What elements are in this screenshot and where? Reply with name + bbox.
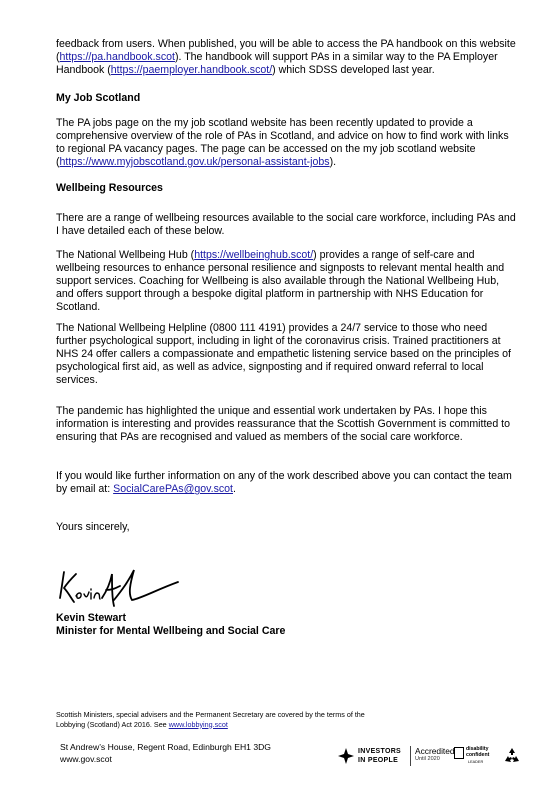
investors-in-people-logo	[336, 744, 406, 770]
helpline-paragraph	[56, 322, 518, 387]
intro-paragraph	[56, 38, 518, 77]
intro-text-3: ) which SDSS developed last year.	[272, 64, 435, 76]
address-block	[60, 742, 271, 765]
pandemic-text: The pandemic has highlighted the unique and essential work undertaken by PAs. I hope this information is interesting and provides reassurance that the Scottish Government is committed to ensuring that PAs are recognised and valued as members of the social care workforce.	[56, 405, 510, 443]
helpline-text: The National Wellbeing Helpline (0800 111 4191) provides a 24/7 service to those who need further psychological support, including in light of the coronavirus crisis. Trained practitioners at NHS 24 offer callers a compassionate and empathetic listening service based on the principles of psychological first aid, as well as advice, signposting and if required onward referral to local services.	[56, 322, 511, 386]
website-text: www.gov.scot	[60, 753, 112, 764]
lobbying-footnote	[56, 710, 376, 729]
iip-line-2: IN PEOPLE	[358, 756, 399, 764]
footnote-text: Scottish Ministers, special advisers and the Permanent Secretary are covered by the terms of the Lobbying (Scotland) Act 2016. See	[56, 710, 365, 729]
investors-in-people-icon	[336, 746, 356, 766]
disability-confident-logo	[454, 746, 496, 766]
contact-text-2: .	[233, 483, 236, 495]
dc-line-2: confident	[466, 752, 490, 759]
recycle-icon	[502, 746, 522, 766]
pa-handbook-link[interactable]: https://pa.handbook.scot	[59, 51, 175, 63]
wellbeing-hub-paragraph	[56, 249, 518, 314]
accredited-badge	[410, 746, 455, 766]
lobbying-link[interactable]: www.lobbying.scot	[168, 719, 228, 729]
myjob-heading: My Job Scotland	[56, 92, 141, 104]
signature-image	[56, 560, 186, 612]
myjobscotland-link[interactable]: https://www.myjobscotland.gov.uk/personal-assistant-jobs	[59, 156, 330, 168]
accredited-until: Until 2020	[415, 756, 440, 762]
footer-logos	[336, 744, 526, 770]
myjob-text-1: The PA jobs page on the my job scotland website has been recently updated to provide a comprehensive overview of the role of PAs in Scotland, and advice on how to find work with links to regional PA vacancy pages. The page can be accessed on the my job scotland website (	[56, 117, 509, 168]
iip-line-1: INVESTORS	[358, 748, 402, 755]
signer-name: Kevin Stewart	[56, 612, 127, 624]
address-line: St Andrew’s House, Regent Road, Edinburgh EH1 3DG	[60, 742, 271, 752]
closing-text: Yours sincerely,	[56, 521, 130, 533]
wellbeing-heading: Wellbeing Resources	[56, 182, 163, 194]
accredited-label: Accredited	[415, 746, 455, 756]
contact-text-1: If you would like further information on any of the work described above you can contact the team by email at:	[56, 470, 512, 495]
signer-block	[56, 612, 285, 638]
dc-line-1: disability	[466, 746, 489, 752]
pandemic-paragraph	[56, 405, 518, 444]
contact-paragraph	[56, 470, 518, 496]
signer-title: Minister for Mental Wellbeing and Social Care	[56, 625, 286, 637]
disability-confident-icon	[454, 747, 464, 759]
wellbeing-hub-link[interactable]: https://wellbeinghub.scot/	[194, 249, 314, 261]
closing	[56, 521, 518, 534]
intro-text-1: feedback from users. When published, you will be able to access the PA handbook on this website (	[56, 38, 516, 63]
intro-text-2: ). The handbook will support PAs in a similar way to the PA Employer Handbook (	[56, 51, 498, 76]
myjob-text-2: ).	[329, 156, 337, 168]
hub-text-2: ) provides a range of self-care and wellbeing resources to enhance personal resilience and signposts to relevant mental health and support services. Coaching for Wellbeing is also available through the National Wellbeing Hub, and offers support through a bespoke digital platform in partnership with NHS Education for Scotland.	[56, 249, 505, 313]
dc-line-3: LEADER	[468, 760, 484, 764]
hub-text-1: The National Wellbeing Hub (	[56, 249, 195, 261]
wellbeing-intro-paragraph	[56, 212, 518, 238]
myjob-paragraph	[56, 117, 518, 169]
wellbeing-intro-text: There are a range of wellbeing resources available to the social care workforce, including PAs and I have detailed each of these below.	[56, 212, 516, 237]
pa-employer-handbook-link[interactable]: https://paemployer.handbook.scot/	[110, 64, 273, 76]
email-link[interactable]: SocialCarePAs@gov.scot	[113, 483, 234, 495]
